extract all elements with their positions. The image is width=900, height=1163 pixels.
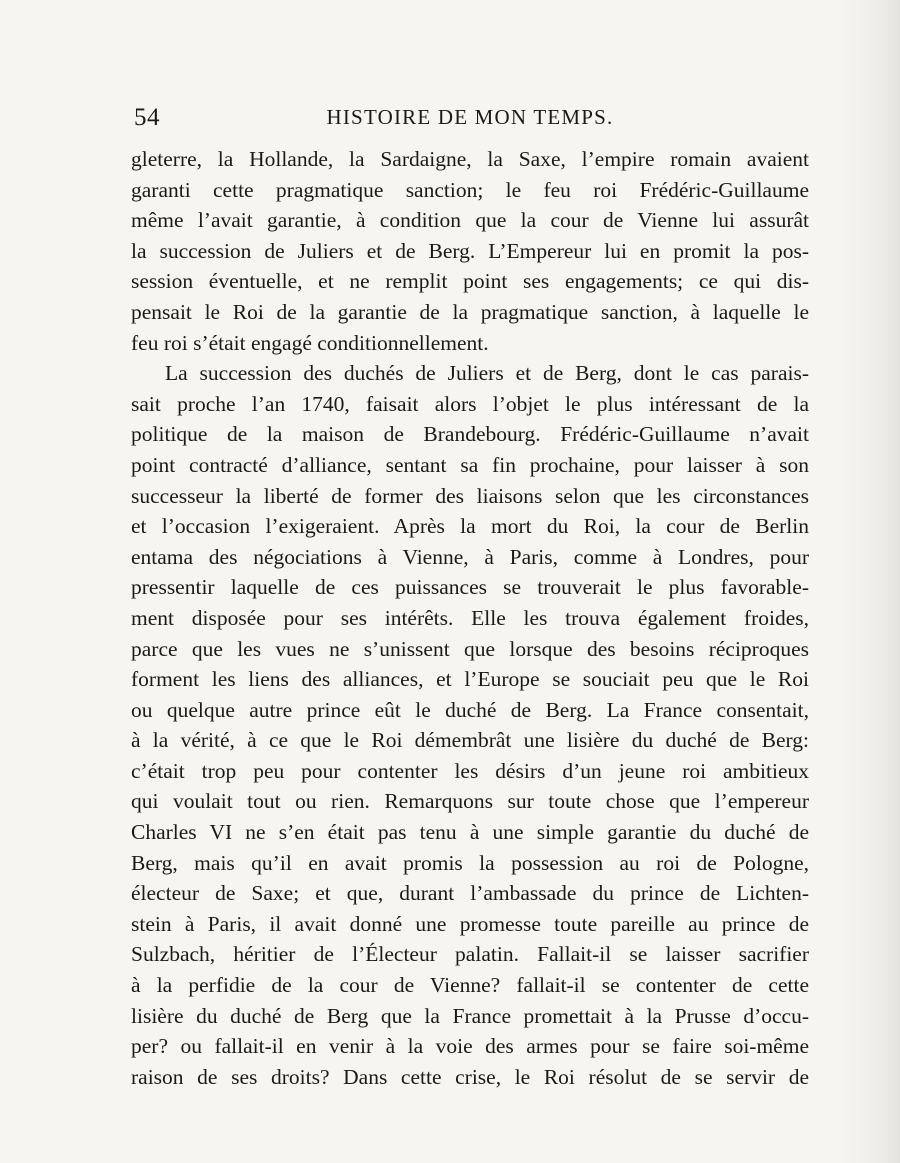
text-line: pensait le Roi de la garantie de la pragmatique sanction, à laquelle le [131, 299, 809, 324]
text-line: point contracté d’alliance, sentant sa fin prochaine, pour laisser à son [131, 452, 809, 477]
text-line: la succession de Juliers et de Berg. L’Empereur lui en promit la pos- [131, 238, 809, 263]
text-line: stein à Paris, il avait donné une promesse toute pareille au prince de [131, 911, 809, 936]
text-line: gleterre, la Hollande, la Sardaigne, la Saxe, l’empire romain avaient [131, 147, 809, 171]
text-line: Sulzbach, héritier de l’Électeur palatin. Fallait-il se laisser sacrifier [131, 942, 809, 967]
text-line: c’était trop peu pour contenter les désirs d’un jeune roi ambitieux [131, 758, 809, 783]
page-header [131, 104, 809, 136]
body-text [131, 144, 809, 1092]
text-line: forment les liens des alliances, et l’Europe se souciait peu que le Roi [131, 667, 809, 692]
text-line: session éventuelle, et ne remplit point ses engagements; ce qui dis- [131, 269, 809, 294]
text-line: à la vérité, à ce que le Roi démembrât une lisière du duché de Berg: [131, 728, 809, 753]
text-line: successeur la liberté de former des liaisons selon que les circonstances [131, 483, 809, 508]
text-line: per? ou fallait-il en venir à la voie des armes pour se faire soi-même [131, 1034, 809, 1059]
page-number: 54 [134, 104, 160, 131]
text-line: Charles VI ne s’en était pas tenu à une simple garantie du duché de [131, 820, 809, 845]
text-line: garanti cette pragmatique sanction; le feu roi Frédéric-Guillaume [131, 177, 809, 202]
text-line: sait proche l’an 1740, faisait alors l’objet le plus intéressant de la [131, 391, 809, 416]
text-line: parce que les vues ne s’unissent que lorsque des besoins réciproques [131, 636, 809, 661]
text-line: qui voulait tout ou rien. Remarquons sur toute chose que l’empereur [131, 789, 809, 814]
text-line: électeur de Saxe; et que, durant l’ambassade du prince de Lichten- [131, 881, 809, 906]
text-line: Berg, mais qu’il en avait promis la possession au roi de Pologne, [131, 850, 809, 875]
text-line: raison de ses droits? Dans cette crise, le Roi résolut de se servir de [131, 1064, 809, 1089]
running-title: HISTOIRE DE MON TEMPS. [326, 105, 614, 129]
text-line: pressentir laquelle de ces puissances se trouverait le plus favorable- [131, 575, 809, 600]
text-line: lisière du duché de Berg que la France promettait à la Prusse d’occu- [131, 1003, 809, 1028]
text-line: politique de la maison de Brandebourg. Frédéric-Guillaume n’avait [131, 422, 809, 447]
page-edge-shadow [840, 0, 900, 1163]
text-line: même l’avait garantie, à condition que la cour de Vienne lui assurât [131, 208, 809, 233]
text-line: à la perfidie de la cour de Vienne? fallait-il se contenter de cette [131, 973, 809, 998]
text-line: entama des négociations à Vienne, à Paris, comme à Londres, pour [131, 544, 809, 569]
paragraph-first-line: La succession des duchés de Juliers et de Berg, dont le cas parais- [165, 361, 809, 386]
text-line: ou quelque autre prince eût le duché de Berg. La France consentait, [131, 697, 809, 722]
text-line: et l’occasion l’exigeraient. Après la mort du Roi, la cour de Berlin [131, 514, 809, 539]
text-line: feu roi s’était engagé conditionnellement. [131, 330, 489, 355]
text-line: ment disposée pour ses intérêts. Elle les trouva également froides, [131, 605, 809, 630]
